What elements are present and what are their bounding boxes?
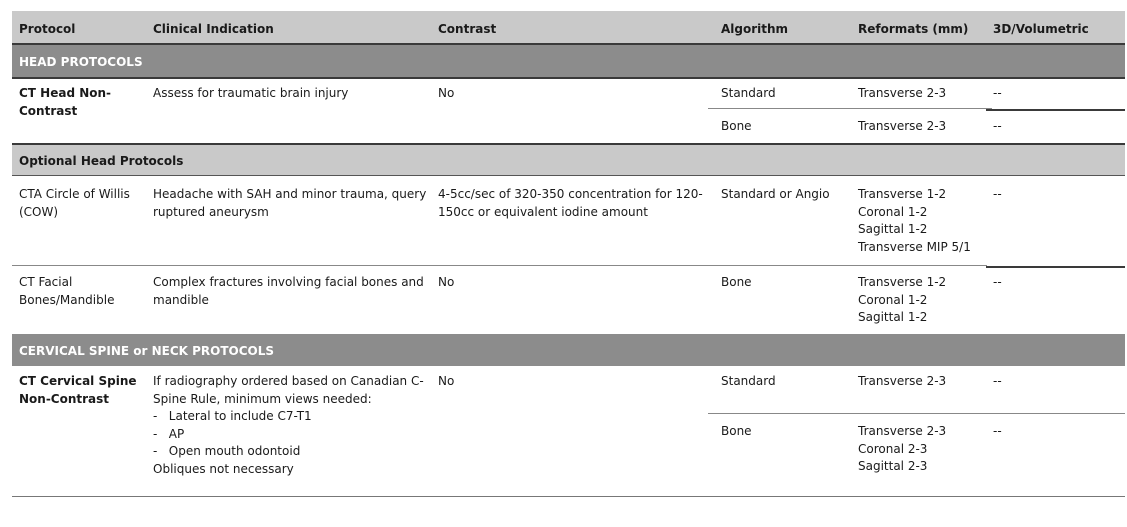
row-ct-cspine-volumetric-standard: --	[993, 374, 1002, 388]
protocol-name: Non-Contrast	[19, 391, 110, 406]
row-ct-cspine-indication	[153, 373, 424, 478]
row-ct-facial-volumetric: --	[993, 275, 1002, 289]
row-ct-cspine-algorithm-standard: Standard	[721, 374, 776, 388]
row-ct-cspine-reformats-bone	[858, 423, 946, 476]
reformat-item: Transverse MIP 5/1	[858, 239, 971, 254]
reformat-item: Transverse 1-2	[858, 275, 947, 289]
contrast-line: 4-5cc/sec of 320-350 concentration for 120-	[438, 187, 703, 201]
protocol-name: CTA Circle of Willis	[19, 187, 130, 201]
row-ct-cspine-protocol	[19, 373, 149, 408]
row-cta-cow-algorithm: Standard or Angio	[721, 187, 830, 201]
reformat-item: Sagittal 2-3	[858, 459, 928, 473]
row-cta-cow-contrast	[438, 186, 703, 221]
row-ct-cspine-algorithm-bone: Bone	[721, 424, 752, 438]
row-ct-facial-reformats	[858, 274, 946, 327]
reformat-item: Coronal 1-2	[858, 204, 928, 219]
sub-row-divider	[708, 413, 1125, 414]
sub-row-divider	[986, 109, 1125, 111]
section-divider	[12, 175, 1125, 176]
row-ct-cspine-volumetric-bone: --	[993, 424, 1002, 438]
row-ct-head-algorithm-standard: Standard	[721, 86, 776, 100]
row-ct-cspine-reformats-standard: Transverse 2-3	[858, 374, 947, 388]
row-cta-cow-protocol	[19, 186, 149, 221]
reformat-item: Coronal 2-3	[858, 441, 928, 456]
row-ct-head-reformats-bone: Transverse 2-3	[858, 119, 947, 133]
section-optional-head-protocols	[12, 145, 1125, 175]
header-volumetric: 3D/Volumetric	[993, 22, 1089, 36]
section-title: CERVICAL SPINE or NECK PROTOCOLS	[19, 344, 275, 358]
view-item: - Open mouth odontoid	[153, 444, 301, 458]
indication-line: mandible	[153, 292, 209, 307]
view-item: - AP	[153, 426, 185, 441]
indication-line: ruptured aneurysm	[153, 204, 269, 219]
header-protocol: Protocol	[19, 22, 76, 36]
protocol-name: Bones/Mandible	[19, 292, 115, 307]
reformat-item: Coronal 1-2	[858, 292, 928, 307]
indication-line: Obliques not necessary	[153, 461, 294, 476]
row-ct-head-volumetric-standard: --	[993, 86, 1002, 100]
reformat-item: Transverse 1-2	[858, 187, 947, 201]
protocol-name: CT Cervical Spine	[19, 374, 137, 388]
row-ct-facial-contrast: No	[438, 275, 455, 289]
contrast-line: 150cc or equivalent iodine amount	[438, 204, 648, 219]
row-ct-head-indication: Assess for traumatic brain injury	[153, 86, 349, 100]
row-ct-head-contrast: No	[438, 86, 455, 100]
protocol-name: CT Facial	[19, 275, 73, 289]
row-cta-cow-indication	[153, 186, 426, 221]
row-divider	[12, 265, 987, 266]
reformat-item: Sagittal 1-2	[858, 222, 928, 236]
row-ct-head-algorithm-bone: Bone	[721, 119, 752, 133]
reformat-item: Transverse 2-3	[858, 424, 947, 438]
row-cta-cow-reformats	[858, 186, 971, 256]
header-contrast: Contrast	[438, 22, 497, 36]
indication-line: Headache with SAH and minor trauma, query	[153, 187, 427, 201]
protocol-name: (COW)	[19, 204, 59, 219]
row-divider	[986, 266, 1125, 268]
section-head-protocols	[12, 45, 1125, 78]
view-item: - Lateral to include C7-T1	[153, 409, 312, 423]
indication-line: Complex fractures involving facial bones and	[153, 275, 424, 289]
row-ct-facial-indication	[153, 274, 424, 309]
row-ct-head-volumetric-bone: --	[993, 119, 1002, 133]
header-reformats: Reformats (mm)	[858, 22, 969, 36]
row-ct-head-reformats-standard: Transverse 2-3	[858, 86, 947, 100]
header-algorithm: Algorithm	[721, 22, 789, 36]
section-cervical-spine-protocols	[12, 334, 1125, 366]
table-bottom-border	[12, 496, 1125, 497]
section-divider	[12, 77, 1125, 79]
table-header	[12, 11, 1125, 44]
indication-line: Spine Rule, minimum views needed:	[153, 391, 372, 406]
row-ct-facial-algorithm: Bone	[721, 275, 752, 289]
header-clinical-indication: Clinical Indication	[153, 22, 274, 36]
row-ct-cspine-contrast: No	[438, 374, 455, 388]
row-ct-facial-protocol	[19, 274, 149, 309]
protocol-name: CT Head Non-	[19, 86, 112, 100]
row-ct-head-protocol	[19, 85, 144, 120]
section-title: HEAD PROTOCOLS	[19, 55, 143, 69]
indication-line: If radiography ordered based on Canadian C-	[153, 374, 424, 388]
reformat-item: Sagittal 1-2	[858, 310, 928, 324]
section-title: Optional Head Protocols	[19, 154, 184, 168]
protocol-name: Contrast	[19, 103, 78, 118]
sub-row-divider	[708, 108, 992, 109]
row-cta-cow-volumetric: --	[993, 187, 1002, 201]
